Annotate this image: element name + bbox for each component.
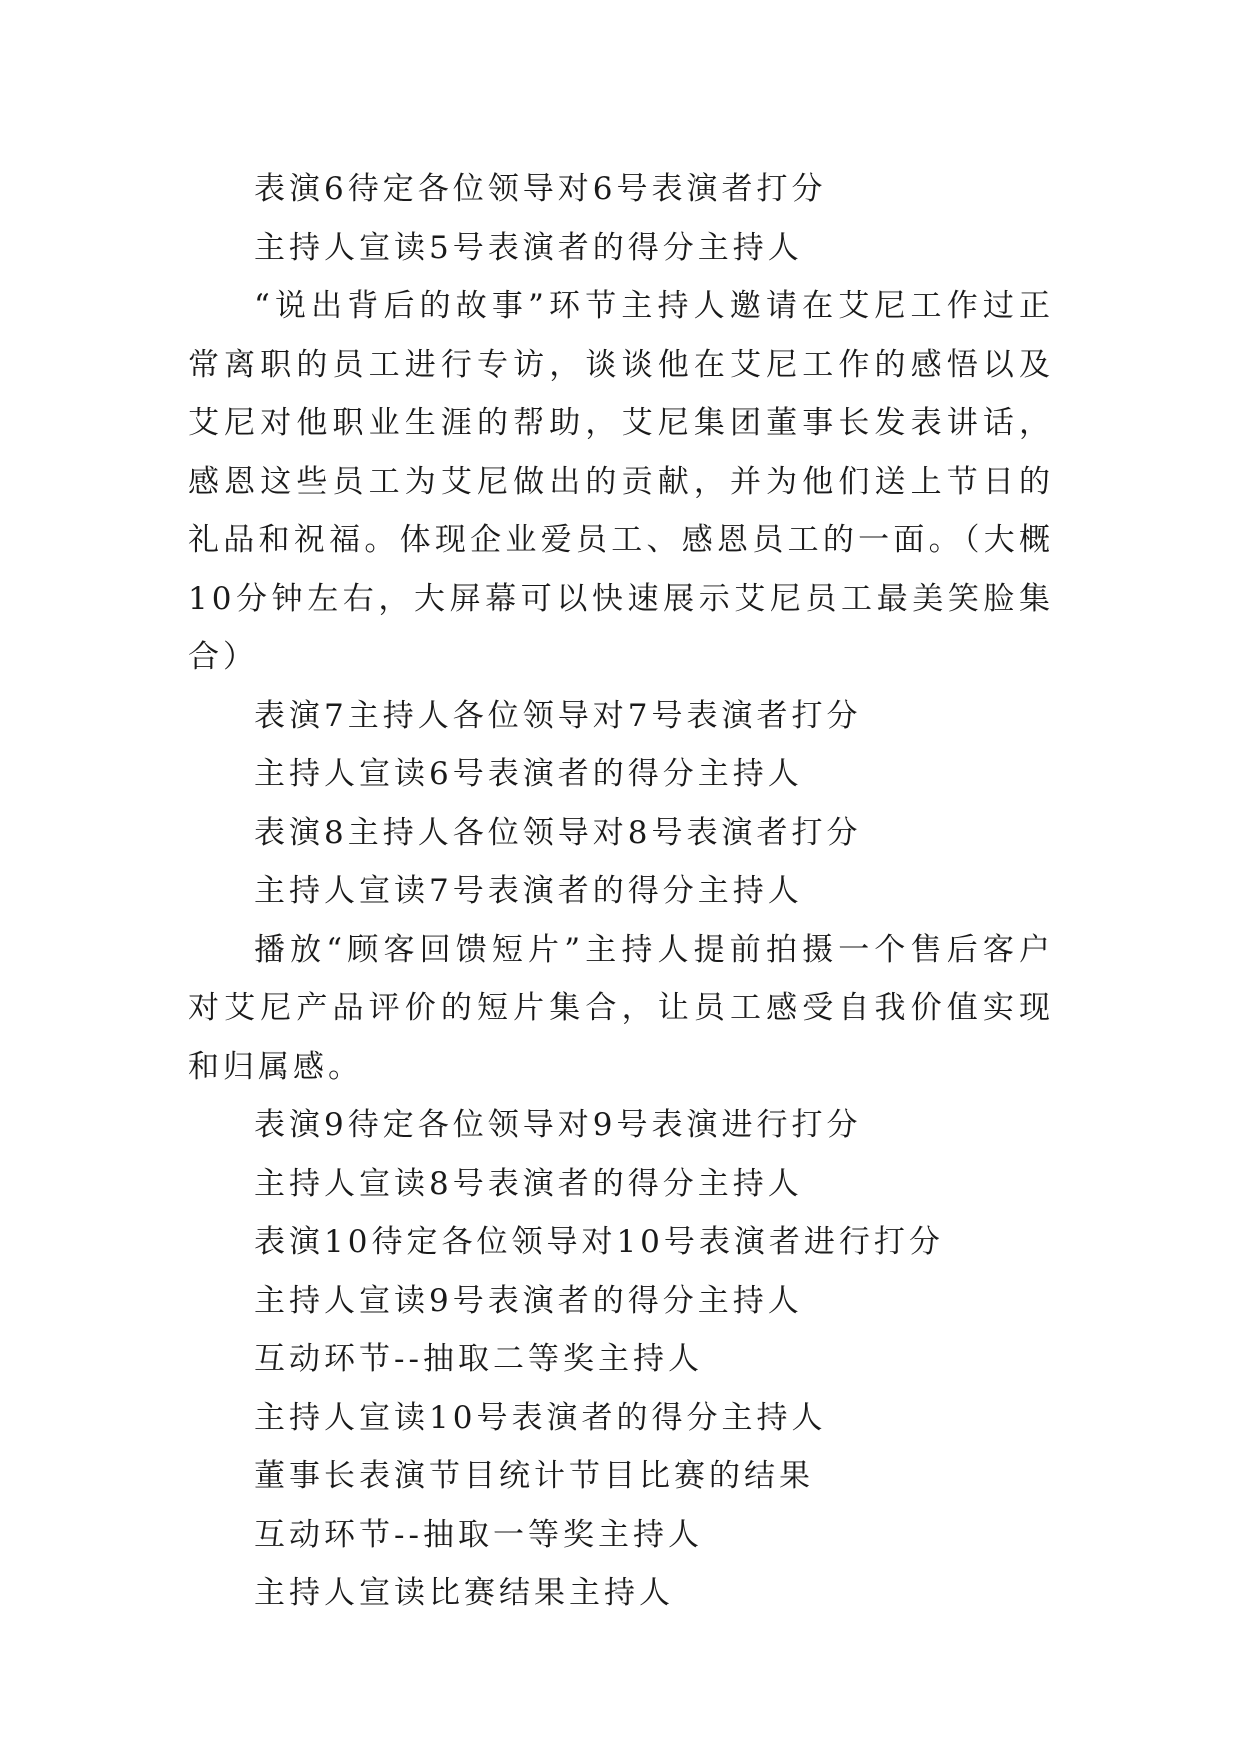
paragraph: 主持人宣读6号表演者的得分主持人 — [254, 756, 803, 792]
paragraph: 主持人宣读10号表演者的得分主持人 — [254, 1399, 827, 1436]
paragraph: 主持人宣读5号表演者的得分主持人 — [254, 229, 803, 266]
paragraph: 表演8主持人各位领导对8号表演者打分 — [254, 814, 862, 851]
paragraph: 播放“顾客回馈短片”主持人提前拍摄一个售后客户对艾尼产品评价的短片集合，让员工感受自我价值实现和归属感。 — [188, 931, 1054, 1085]
paragraph: 董事长表演节目统计节目比赛的结果 — [254, 1458, 814, 1494]
document-body — [188, 160, 1054, 1623]
paragraph: “说出背后的故事”环节主持人邀请在艾尼工作过正常离职的员工进行专访，谈谈他在艾尼工作的感悟以及艾尼对他职业生涯的帮助，艾尼集团董事长发表讲话，感恩这些员工为艾尼做出的贡献，并为他们送上节日的礼品和祝福。体现企业爱员工、感恩员工的一面。（大概10分钟左右，大屏幕可以快速展示艾尼员工最美笑脸集合） — [188, 288, 1054, 675]
paragraph: 主持人宣读7号表演者的得分主持人 — [254, 873, 803, 909]
paragraph: 主持人宣读8号表演者的得分主持人 — [254, 1165, 803, 1202]
paragraph: 主持人宣读比赛结果主持人 — [254, 1575, 674, 1611]
paragraph: 互动环节--抽取二等奖主持人 — [254, 1341, 703, 1377]
paragraph: 表演10待定各位领导对10号表演者进行打分 — [254, 1224, 944, 1260]
paragraph: 表演7主持人各位领导对7号表演者打分 — [254, 697, 862, 734]
paragraph: 表演9待定各位领导对9号表演进行打分 — [254, 1107, 862, 1143]
paragraph: 表演6待定各位领导对6号表演者打分 — [254, 171, 827, 207]
paragraph: 互动环节--抽取一等奖主持人 — [254, 1516, 703, 1553]
paragraph: 主持人宣读9号表演者的得分主持人 — [254, 1282, 803, 1319]
